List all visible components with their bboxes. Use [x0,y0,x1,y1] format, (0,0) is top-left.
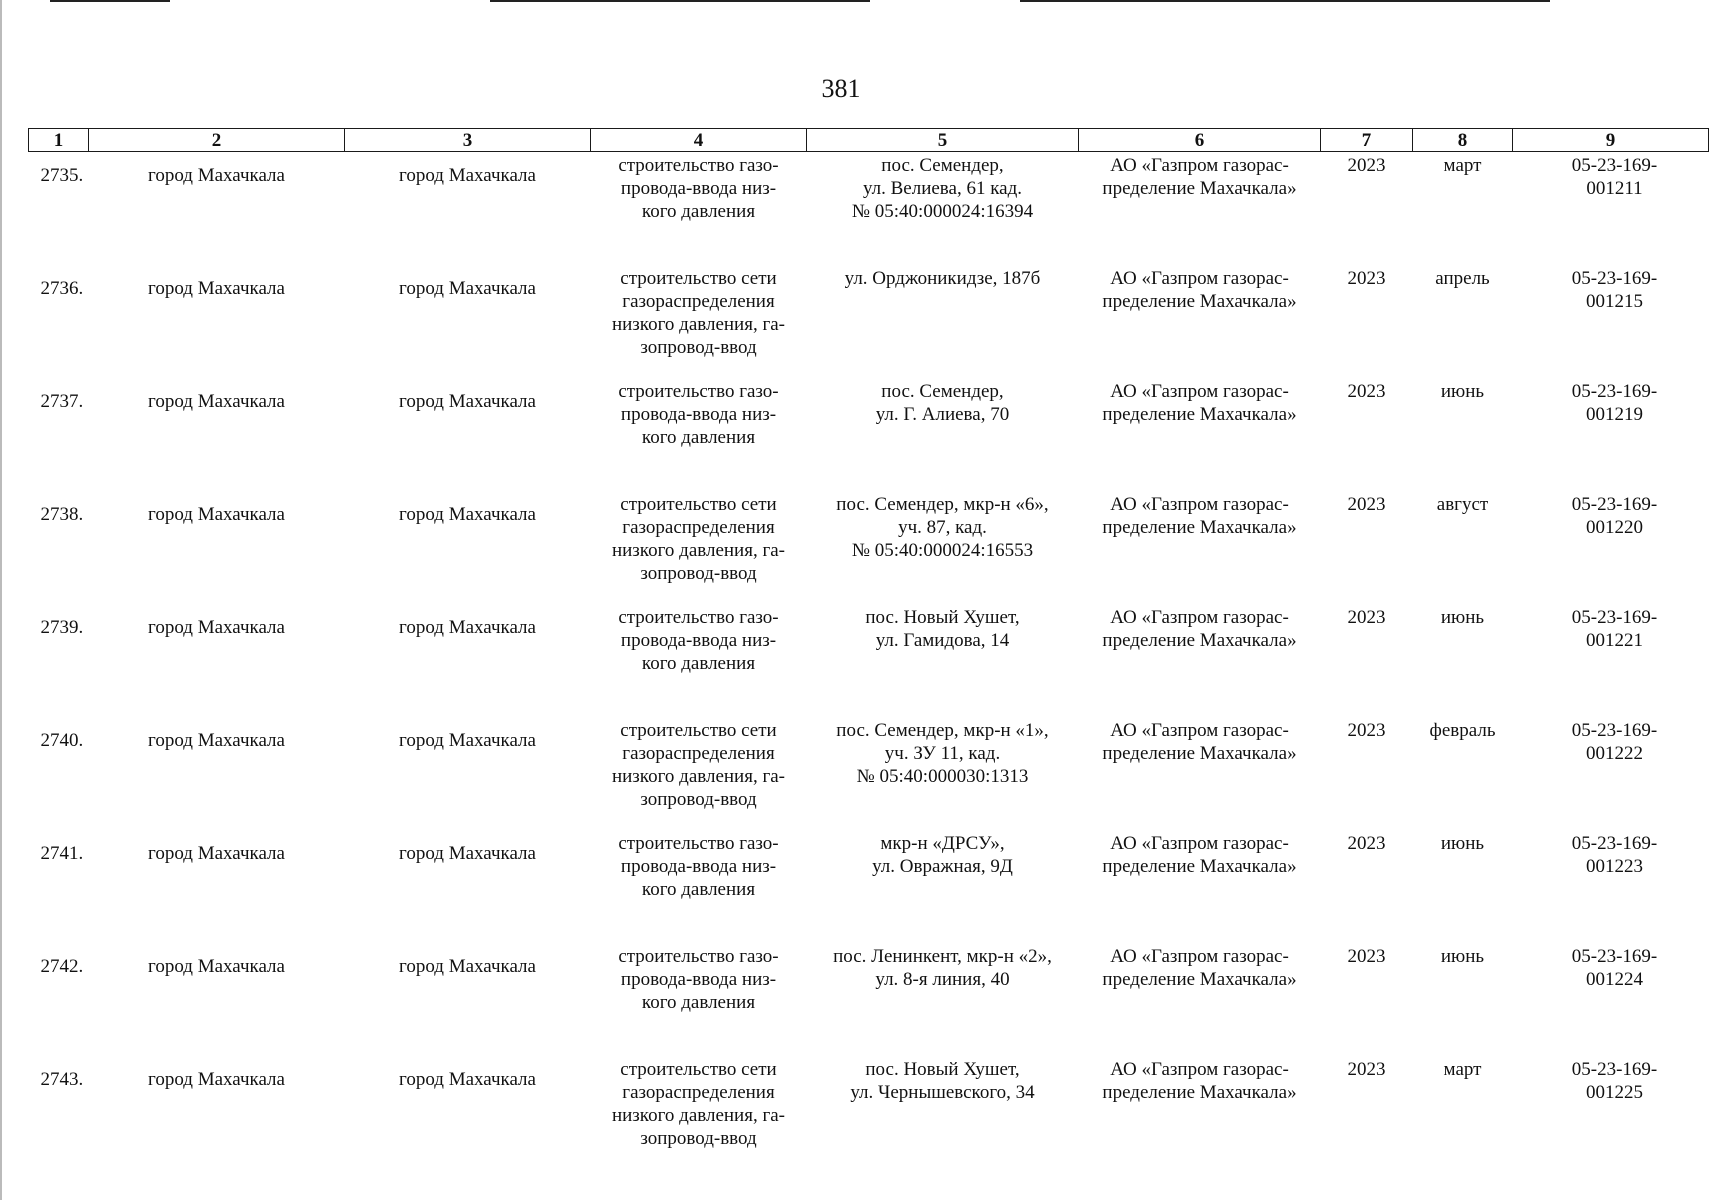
district-cell: город Махачкала [148,617,285,638]
settlement-cell: город Махачкала [399,956,536,977]
settlement-cell: город Махачкала [399,617,536,638]
code-cell [1513,152,1709,266]
address-cell-line: № 05:40:000024:16394 [851,201,1034,222]
work-type-cell-line: зопровод-ввод [640,563,757,584]
operator-cell-line: АО «Газпром газорас- [1110,155,1289,176]
address-cell [807,1056,1079,1169]
row-number: 2740. [40,730,84,751]
operator-cell-line: АО «Газпром газорас- [1110,381,1289,402]
row-number: 2737. [40,391,84,412]
work-type-cell-line: кого давления [641,879,756,900]
work-type-cell-line: строительство газо- [618,381,779,402]
district-cell: город Махачкала [148,730,285,751]
work-type-cell-line: провода-ввода низ- [620,969,777,990]
work-type-cell [591,717,807,830]
code-cell-line: 05-23-169- [1571,607,1658,628]
code-cell-line: 05-23-169- [1571,268,1658,289]
work-type-cell [591,830,807,943]
work-type-cell-line: провода-ввода низ- [620,178,777,199]
column-header: 7 [1321,129,1413,152]
settlement-cell: город Махачкала [399,391,536,412]
work-type-cell-line: зопровод-ввод [640,337,757,358]
operator-cell-line: АО «Газпром газорас- [1110,494,1289,515]
code-cell [1513,491,1709,604]
code-cell-line: 001215 [1586,291,1643,312]
operator-cell-line: пределение Махачкала» [1102,1082,1297,1103]
table-row [29,491,1709,604]
column-header: 1 [29,129,89,152]
code-cell [1513,717,1709,830]
work-type-cell-line: строительство сети [620,268,777,289]
year-cell: 2023 [1347,268,1386,289]
address-cell-line: ул. Гамидова, 14 [875,630,1010,651]
settlement-cell: город Махачкала [399,1069,536,1090]
work-type-cell [591,152,807,266]
work-type-cell-line: кого давления [641,653,756,674]
operator-cell-line: АО «Газпром газорас- [1110,1059,1289,1080]
column-header: 3 [345,129,591,152]
scan-edge-mark [50,0,170,2]
work-type-cell-line: провода-ввода низ- [620,404,777,425]
address-cell-line: № 05:40:000024:16553 [851,540,1034,561]
code-cell-line: 05-23-169- [1571,494,1658,515]
scan-edge-mark [490,0,870,2]
settlement-cell: город Махачкала [399,278,536,299]
work-type-cell-line: строительство сети [620,1059,777,1080]
operator-cell [1079,943,1321,1056]
code-cell-line: 05-23-169- [1571,833,1658,854]
code-cell-line: 001220 [1586,517,1643,538]
code-cell-line: 05-23-169- [1571,155,1658,176]
row-number: 2743. [40,1069,84,1090]
row-number: 2742. [40,956,84,977]
address-cell [807,830,1079,943]
scan-edge-mark [0,0,2,1200]
work-type-cell-line: кого давления [641,992,756,1013]
address-cell-line: пос. Семендер, [881,155,1004,176]
work-type-cell-line: кого давления [641,201,756,222]
address-cell-line: уч. ЗУ 11, кад. [884,743,1001,764]
operator-cell-line: АО «Газпром газорас- [1110,833,1289,854]
address-cell-line: пос. Новый Хушет, [865,1059,1020,1080]
month-cell: август [1436,494,1489,515]
operator-cell-line: АО «Газпром газорас- [1110,946,1289,967]
code-cell [1513,604,1709,717]
table-row [29,830,1709,943]
address-cell [807,152,1079,266]
address-cell [807,943,1079,1056]
code-cell-line: 05-23-169- [1571,1059,1658,1080]
operator-cell-line: пределение Махачкала» [1102,856,1297,877]
month-cell: февраль [1429,720,1496,741]
year-cell: 2023 [1347,155,1386,176]
row-number: 2741. [40,843,84,864]
operator-cell-line: пределение Махачкала» [1102,743,1297,764]
work-type-cell-line: провода-ввода низ- [620,630,777,651]
operator-cell-line: пределение Махачкала» [1102,291,1297,312]
code-cell-line: 001221 [1586,630,1643,651]
code-cell [1513,830,1709,943]
year-cell: 2023 [1347,833,1386,854]
work-type-cell-line: строительство газо- [618,833,779,854]
work-type-cell-line: низкого давления, га- [611,314,786,335]
code-cell-line: 05-23-169- [1571,720,1658,741]
work-type-cell-line: низкого давления, га- [611,766,786,787]
operator-cell-line: АО «Газпром газорас- [1110,607,1289,628]
table-row [29,717,1709,830]
page-number: 381 [821,74,861,103]
work-type-cell-line: низкого давления, га- [611,1105,786,1126]
row-number: 2738. [40,504,84,525]
operator-cell [1079,830,1321,943]
operator-cell-line: пределение Махачкала» [1102,517,1297,538]
settlement-cell: город Махачкала [399,504,536,525]
work-type-cell-line: строительство газо- [618,946,779,967]
table-row [29,378,1709,491]
year-cell: 2023 [1347,1059,1386,1080]
work-type-cell [591,265,807,378]
district-cell: город Махачкала [148,278,285,299]
work-type-cell-line: строительство газо- [618,155,779,176]
header-row [29,129,1709,152]
work-type-cell-line: газораспределения [622,517,775,538]
month-cell: июнь [1440,381,1485,402]
scan-edge-mark [1020,0,1550,2]
settlement-cell: город Махачкала [399,843,536,864]
address-cell [807,604,1079,717]
table-row [29,943,1709,1056]
operator-cell [1079,265,1321,378]
work-type-cell [591,604,807,717]
registry-body [29,152,1709,1170]
operator-cell [1079,152,1321,266]
work-type-cell [591,491,807,604]
address-cell-line: ул. 8-я линия, 40 [875,969,1010,990]
code-cell-line: 001222 [1586,743,1643,764]
month-cell: апрель [1435,268,1490,289]
code-cell-line: 001219 [1586,404,1643,425]
table-row [29,604,1709,717]
row-number: 2739. [40,617,84,638]
operator-cell-line: пределение Махачкала» [1102,630,1297,651]
address-cell-line: ул. Чернышевского, 34 [850,1082,1035,1103]
operator-cell [1079,717,1321,830]
year-cell: 2023 [1347,720,1386,741]
operator-cell-line: пределение Махачкала» [1102,404,1297,425]
work-type-cell-line: зопровод-ввод [640,1128,757,1149]
code-cell-line: 001224 [1586,969,1643,990]
code-cell [1513,378,1709,491]
work-type-cell [591,1056,807,1169]
work-type-cell-line: газораспределения [622,743,775,764]
work-type-cell-line: провода-ввода низ- [620,856,777,877]
work-type-cell-line: строительство газо- [618,607,779,628]
address-cell [807,491,1079,604]
year-cell: 2023 [1347,494,1386,515]
column-header: 6 [1079,129,1321,152]
operator-cell-line: АО «Газпром газорас- [1110,720,1289,741]
address-cell-line: пос. Семендер, мкр-н «6», [836,494,1049,515]
row-number: 2735. [40,165,84,186]
work-type-cell-line: газораспределения [622,1082,775,1103]
address-cell-line: уч. 87, кад. [898,517,987,538]
address-cell [807,717,1079,830]
work-type-cell-line: кого давления [641,427,756,448]
operator-cell-line: АО «Газпром газорас- [1110,268,1289,289]
code-cell [1513,943,1709,1056]
district-cell: город Махачкала [148,391,285,412]
operator-cell [1079,378,1321,491]
column-header: 4 [591,129,807,152]
district-cell: город Махачкала [148,165,285,186]
address-cell-line: пос. Семендер, мкр-н «1», [836,720,1049,741]
address-cell-line: № 05:40:000030:1313 [856,766,1029,787]
address-cell-line: ул. Велиева, 61 кад. [862,178,1023,199]
registry-table [28,128,1709,1169]
year-cell: 2023 [1347,946,1386,967]
address-cell-line: ул. Овражная, 9Д [872,856,1013,877]
table-row [29,265,1709,378]
settlement-cell: город Махачкала [399,730,536,751]
row-number: 2736. [40,278,84,299]
year-cell: 2023 [1347,381,1386,402]
address-cell [807,265,1079,378]
month-cell: март [1443,1059,1482,1080]
column-header: 5 [807,129,1079,152]
work-type-cell [591,378,807,491]
address-cell-line: ул. Орджоникидзе, 187б [844,268,1041,289]
address-cell-line: ул. Г. Алиева, 70 [875,404,1010,425]
operator-cell [1079,491,1321,604]
month-cell: март [1443,155,1482,176]
month-cell: июнь [1440,607,1485,628]
district-cell: город Махачкала [148,1069,285,1090]
address-cell-line: пос. Новый Хушет, [865,607,1020,628]
column-header: 2 [89,129,345,152]
work-type-cell-line: зопровод-ввод [640,789,757,810]
settlement-cell: город Махачкала [399,165,536,186]
table-row [29,152,1709,266]
column-header: 8 [1413,129,1513,152]
work-type-cell-line: строительство сети [620,720,777,741]
code-cell [1513,265,1709,378]
code-cell-line: 001211 [1586,178,1643,199]
work-type-cell-line: строительство сети [620,494,777,515]
operator-cell [1079,604,1321,717]
district-cell: город Махачкала [148,504,285,525]
code-cell-line: 05-23-169- [1571,946,1658,967]
code-cell-line: 001225 [1586,1082,1643,1103]
month-cell: июнь [1440,946,1485,967]
work-type-cell-line: низкого давления, га- [611,540,786,561]
district-cell: город Махачкала [148,843,285,864]
operator-cell-line: пределение Махачкала» [1102,969,1297,990]
code-cell [1513,1056,1709,1169]
table-row [29,1056,1709,1169]
address-cell [807,378,1079,491]
work-type-cell-line: газораспределения [622,291,775,312]
address-cell-line: пос. Ленинкент, мкр-н «2», [833,946,1052,967]
address-cell-line: мкр-н «ДРСУ», [880,833,1005,854]
year-cell: 2023 [1347,607,1386,628]
address-cell-line: пос. Семендер, [881,381,1004,402]
work-type-cell [591,943,807,1056]
code-cell-line: 05-23-169- [1571,381,1658,402]
district-cell: город Махачкала [148,956,285,977]
operator-cell [1079,1056,1321,1169]
code-cell-line: 001223 [1586,856,1643,877]
column-header: 9 [1513,129,1709,152]
operator-cell-line: пределение Махачкала» [1102,178,1297,199]
month-cell: июнь [1440,833,1485,854]
